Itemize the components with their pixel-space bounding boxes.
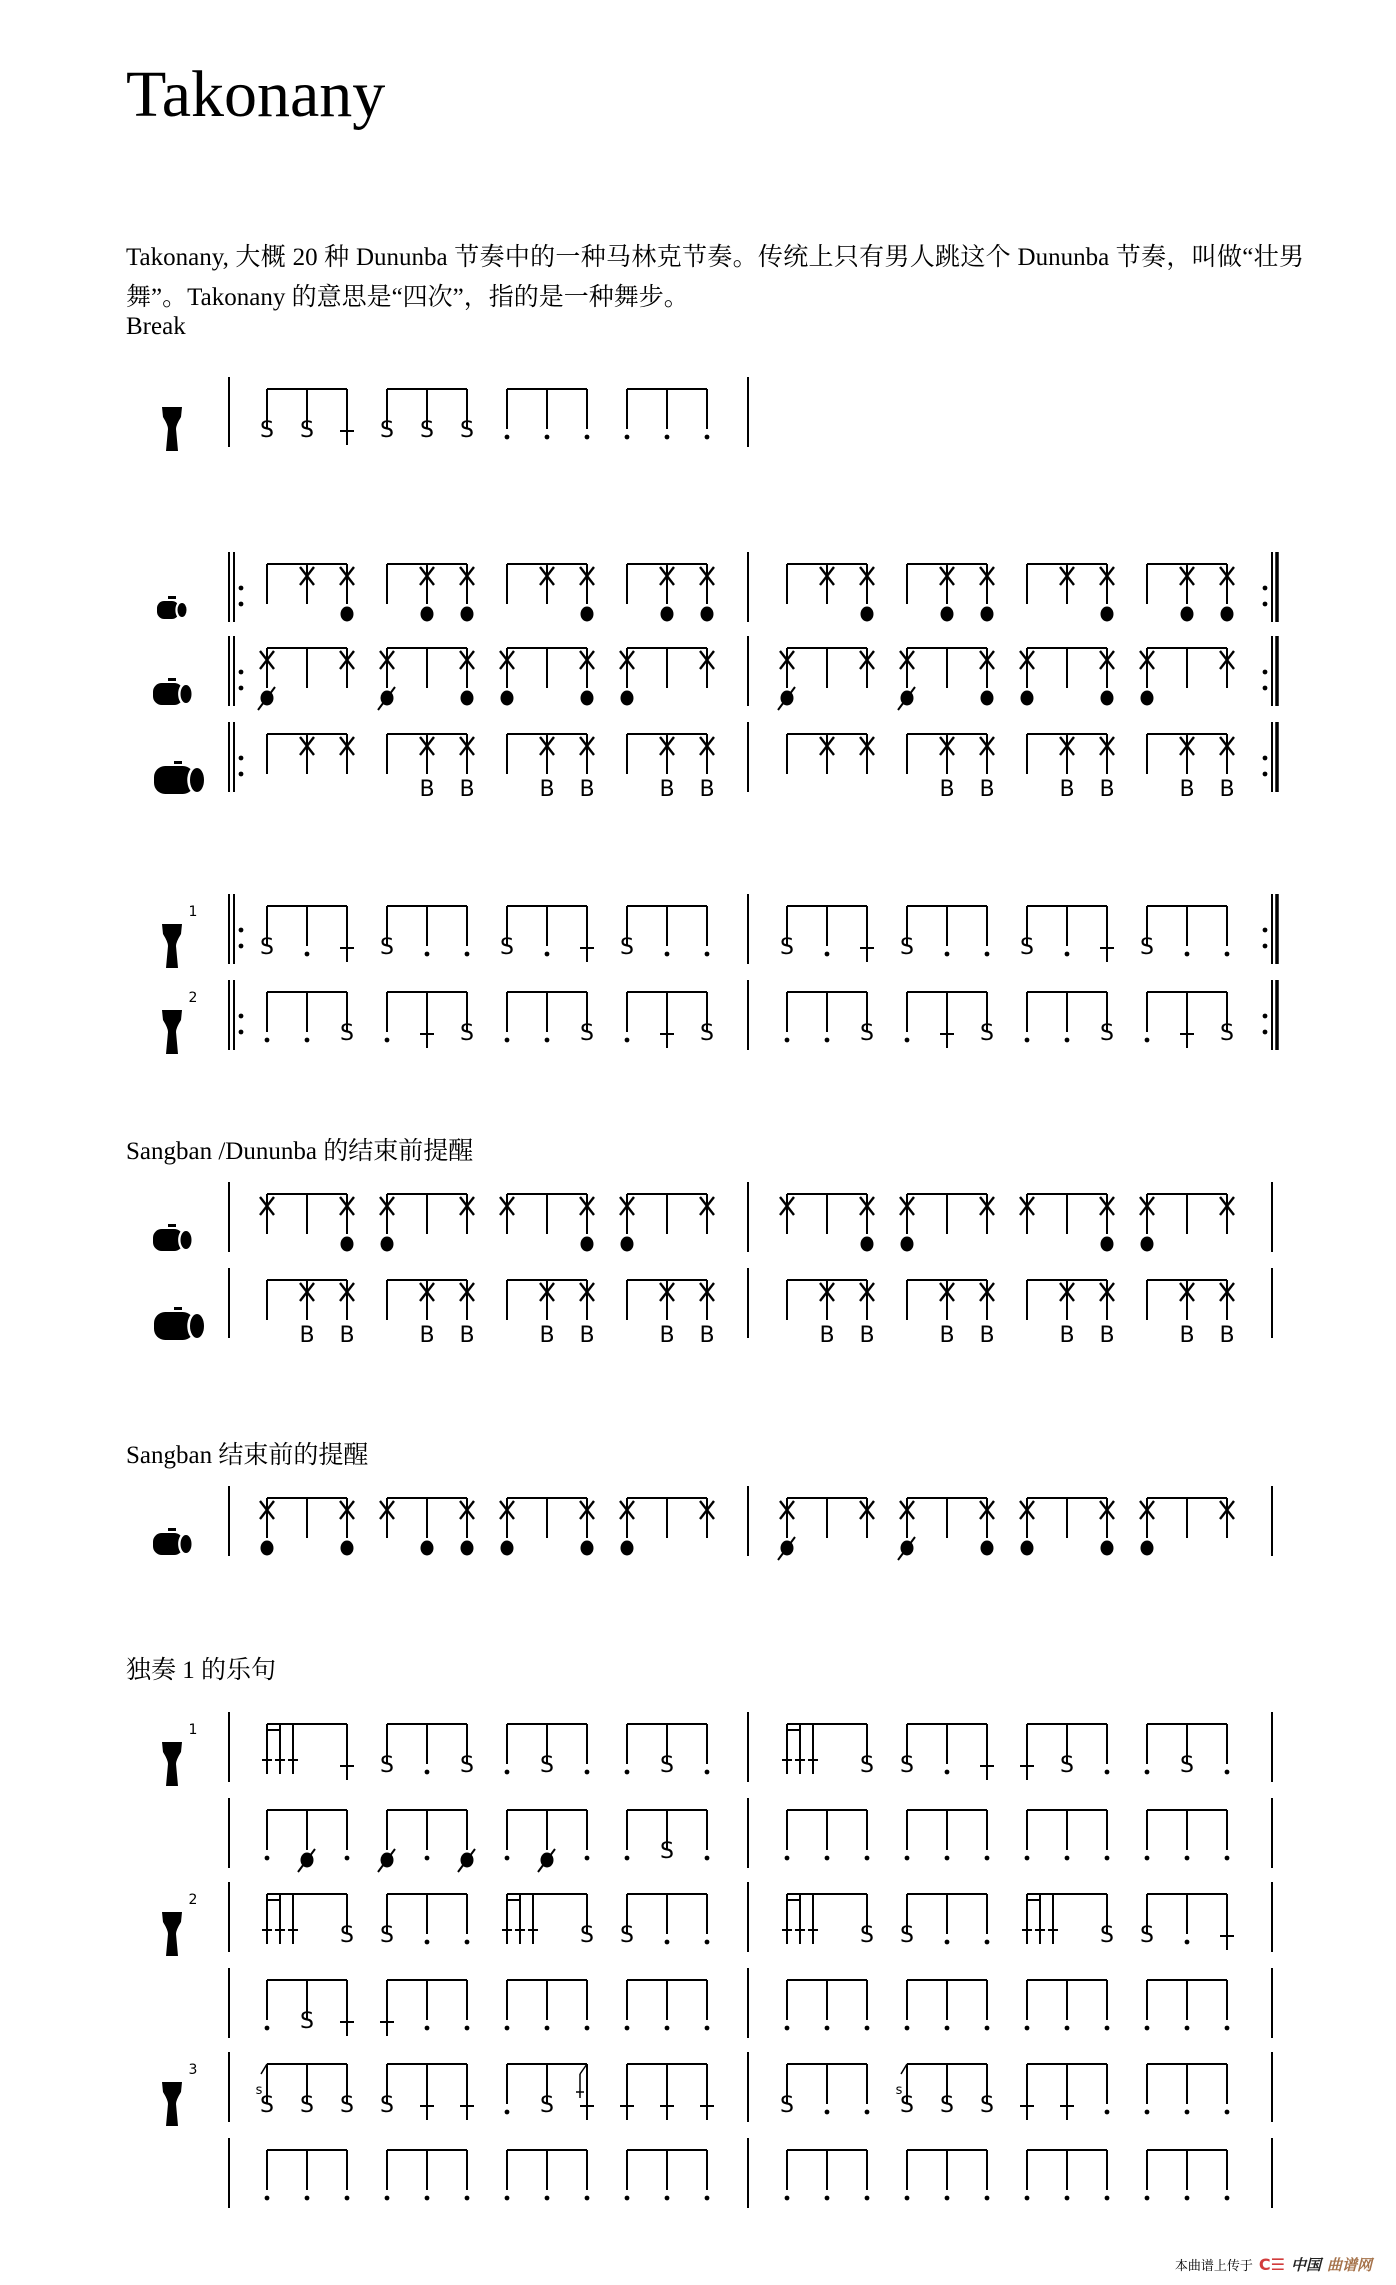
djembe-icon: [162, 2082, 182, 2126]
stave-solo-1b: [229, 1798, 1272, 1872]
intro-paragraph: Takonany, 大概 20 种 Dununba 节奏中的一种马林克节奏。传统上只有男人跳这个 Dununba 节奏，叫做“壮男舞”。Takonany 的意思是“四次”，指的是一种舞步。: [126, 244, 1304, 311]
svg-text:S: S: [940, 2093, 954, 2118]
svg-text:S: S: [1060, 1753, 1074, 1778]
stave-s-sangban: [153, 1486, 1272, 1560]
svg-text:S: S: [260, 2093, 274, 2118]
brand-name-part1: 中国: [1290, 2256, 1321, 2274]
svg-text:B: B: [819, 1323, 835, 1348]
svg-text:B: B: [299, 1323, 315, 1348]
svg-text:S: S: [900, 2093, 914, 2118]
svg-text:S: S: [580, 1923, 594, 1948]
svg-text:B: B: [979, 777, 995, 802]
svg-text:S: S: [1140, 1923, 1154, 1948]
stave-solo-2a: [162, 1882, 1272, 1956]
svg-text:S: S: [1140, 935, 1154, 960]
svg-text:S: S: [860, 1021, 874, 1046]
stave-dununba: [154, 722, 1277, 802]
svg-text:S: S: [900, 1753, 914, 1778]
svg-text:S: S: [380, 1923, 394, 1948]
section-label-sangban-dununba: Sangban /Dununba 的结束前提醒: [126, 1138, 474, 1165]
svg-text:S: S: [340, 1021, 354, 1046]
svg-text:S: S: [1020, 935, 1034, 960]
svg-text:B: B: [339, 1323, 355, 1348]
stave-solo-1a: [162, 1712, 1272, 1786]
svg-text:S: S: [980, 2093, 994, 2118]
svg-text:1: 1: [188, 904, 198, 920]
svg-text:S: S: [460, 1021, 474, 1046]
svg-text:S: S: [1100, 1021, 1114, 1046]
footer-text: 本曲谱上传于: [1174, 2259, 1253, 2274]
svg-text:B: B: [539, 777, 555, 802]
svg-text:S: S: [260, 935, 274, 960]
svg-text:S: S: [980, 1021, 994, 1046]
svg-text:B: B: [419, 1323, 435, 1348]
svg-text:S: S: [620, 1923, 634, 1948]
svg-text:S: S: [420, 418, 434, 443]
svg-text:S: S: [260, 418, 274, 443]
svg-text:S: S: [860, 1753, 874, 1778]
svg-text:B: B: [659, 1323, 675, 1348]
djembe-icon: [162, 1742, 182, 1786]
svg-text:S: S: [300, 418, 314, 443]
svg-text:2: 2: [188, 990, 198, 1006]
footer-watermark: [1175, 2254, 1372, 2275]
svg-text:S: S: [780, 935, 794, 960]
svg-text:B: B: [699, 777, 715, 802]
stave-djembe-1: [162, 894, 1277, 968]
stave-sangban-main: [153, 636, 1277, 710]
stave-sd-dununba: [154, 1268, 1272, 1348]
stave-kenkeni: [157, 552, 1277, 622]
svg-text:S: S: [700, 1021, 714, 1046]
svg-text:B: B: [699, 1323, 715, 1348]
svg-text:B: B: [939, 777, 955, 802]
svg-text:B: B: [1099, 777, 1115, 802]
svg-text:B: B: [459, 1323, 475, 1348]
svg-text:S: S: [300, 2009, 314, 2034]
svg-text:S: S: [460, 1753, 474, 1778]
svg-text:s: s: [255, 2083, 263, 2098]
svg-text:s: s: [895, 2083, 903, 2098]
svg-text:B: B: [1219, 1323, 1235, 1348]
section-label-solo: 独奏 1 的乐句: [126, 1657, 277, 1684]
svg-text:S: S: [780, 2093, 794, 2118]
svg-text:B: B: [1179, 1323, 1195, 1348]
stave-djembe-2: [162, 980, 1277, 1054]
svg-text:S: S: [380, 935, 394, 960]
svg-text:B: B: [1059, 777, 1075, 802]
stave-solo-3b: [229, 2138, 1272, 2208]
svg-text:S: S: [500, 935, 514, 960]
stave-sd-sangban: [153, 1182, 1272, 1252]
svg-text:S: S: [900, 1923, 914, 1948]
page-title: Takonany: [126, 58, 386, 131]
svg-text:S: S: [900, 935, 914, 960]
svg-text:S: S: [580, 1021, 594, 1046]
stave-solo-3a: [162, 2052, 1272, 2126]
brand-name-part2: 曲谱网: [1326, 2256, 1372, 2274]
svg-text:S: S: [660, 1753, 674, 1778]
djembe-icon: [162, 1010, 182, 1054]
svg-text:S: S: [1100, 1923, 1114, 1948]
svg-text:B: B: [1059, 1323, 1075, 1348]
stave-solo-2b: [229, 1968, 1272, 2038]
svg-text:B: B: [579, 1323, 595, 1348]
svg-text:S: S: [460, 418, 474, 443]
svg-text:S: S: [380, 418, 394, 443]
svg-text:S: S: [860, 1923, 874, 1948]
section-label-break: Break: [126, 313, 186, 340]
stave-break: [162, 377, 748, 451]
djembe-icon: [162, 407, 182, 451]
site-logo-icon: C☰: [1258, 2255, 1285, 2274]
svg-text:B: B: [419, 777, 435, 802]
svg-text:S: S: [380, 1753, 394, 1778]
svg-text:S: S: [1220, 1021, 1234, 1046]
svg-text:B: B: [579, 777, 595, 802]
svg-text:S: S: [380, 2093, 394, 2118]
svg-text:B: B: [939, 1323, 955, 1348]
svg-text:B: B: [1099, 1323, 1115, 1348]
svg-text:S: S: [540, 2093, 554, 2118]
svg-text:B: B: [459, 777, 475, 802]
svg-text:S: S: [620, 935, 634, 960]
svg-text:S: S: [300, 2093, 314, 2118]
svg-text:S: S: [340, 1923, 354, 1948]
svg-text:S: S: [340, 2093, 354, 2118]
svg-text:S: S: [1180, 1753, 1194, 1778]
svg-text:B: B: [979, 1323, 995, 1348]
djembe-icon: [162, 1912, 182, 1956]
svg-text:B: B: [539, 1323, 555, 1348]
svg-text:B: B: [659, 777, 675, 802]
svg-text:S: S: [540, 1753, 554, 1778]
djembe-icon: [162, 924, 182, 968]
svg-text:B: B: [1179, 777, 1195, 802]
svg-text:B: B: [1219, 777, 1235, 802]
svg-text:B: B: [859, 1323, 875, 1348]
svg-text:2: 2: [188, 1892, 198, 1908]
svg-text:S: S: [660, 1839, 674, 1864]
section-label-sangban: Sangban 结束前的提醒: [126, 1442, 369, 1469]
svg-text:1: 1: [188, 1722, 198, 1738]
svg-text:3: 3: [188, 2062, 198, 2078]
